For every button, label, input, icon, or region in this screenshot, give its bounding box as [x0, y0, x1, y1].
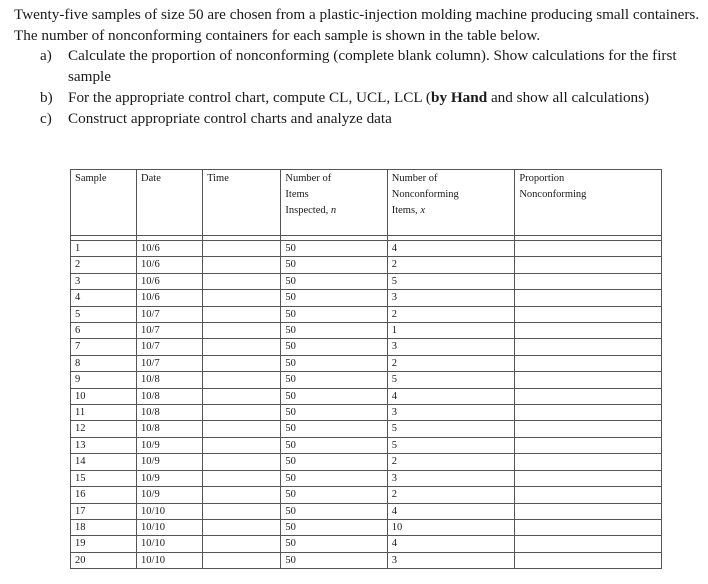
cell-sample: 17 [71, 503, 137, 519]
cell-inspected: 50 [281, 355, 387, 371]
table-row [71, 519, 662, 535]
cell-time [203, 519, 281, 535]
cell-nonconforming: 4 [387, 388, 515, 404]
cell-proportion [515, 405, 662, 421]
cell-sample: 15 [71, 470, 137, 486]
cell-time [203, 257, 281, 273]
cell-date: 10/8 [137, 405, 203, 421]
question-text-part: For the appropriate control chart, compute CL, UCL, LCL ( [68, 89, 431, 106]
cell-sample: 10 [71, 388, 137, 404]
cell-proportion [515, 454, 662, 470]
table-row [71, 372, 662, 388]
table-row [71, 306, 662, 322]
table-row [71, 552, 662, 568]
cell-time [203, 372, 281, 388]
cell-inspected: 50 [281, 306, 387, 322]
cell-date: 10/9 [137, 437, 203, 453]
cell-inspected: 50 [281, 437, 387, 453]
cell-time [203, 552, 281, 568]
table-row [71, 273, 662, 289]
cell-time [203, 470, 281, 486]
cell-proportion [515, 273, 662, 289]
cell-date: 10/10 [137, 519, 203, 535]
cell-nonconforming: 10 [387, 519, 515, 535]
cell-proportion [515, 437, 662, 453]
cell-proportion [515, 552, 662, 568]
cell-nonconforming: 5 [387, 273, 515, 289]
table-row [71, 503, 662, 519]
cell-nonconforming: 2 [387, 257, 515, 273]
table-row [71, 355, 662, 371]
cell-inspected: 50 [281, 454, 387, 470]
table-row [71, 257, 662, 273]
question-label: a) [40, 47, 52, 64]
header-date: Date [137, 170, 203, 236]
cell-inspected: 50 [281, 536, 387, 552]
cell-time [203, 503, 281, 519]
cell-proportion [515, 339, 662, 355]
cell-inspected: 50 [281, 470, 387, 486]
cell-time [203, 405, 281, 421]
table-row [71, 388, 662, 404]
cell-nonconforming: 3 [387, 405, 515, 421]
cell-date: 10/7 [137, 323, 203, 339]
cell-time [203, 306, 281, 322]
cell-inspected: 50 [281, 241, 387, 257]
cell-date: 10/6 [137, 290, 203, 306]
cell-sample: 12 [71, 421, 137, 437]
cell-time [203, 388, 281, 404]
table-row [71, 405, 662, 421]
cell-date: 10/8 [137, 421, 203, 437]
cell-nonconforming: 3 [387, 290, 515, 306]
cell-time [203, 273, 281, 289]
question-text: Construct appropriate control charts and analyze data [68, 110, 392, 127]
cell-time [203, 487, 281, 503]
cell-date: 10/9 [137, 454, 203, 470]
cell-time [203, 421, 281, 437]
cell-sample: 11 [71, 405, 137, 421]
cell-nonconforming: 1 [387, 323, 515, 339]
cell-nonconforming: 2 [387, 454, 515, 470]
cell-nonconforming: 5 [387, 437, 515, 453]
cell-inspected: 50 [281, 519, 387, 535]
cell-inspected: 50 [281, 339, 387, 355]
cell-sample: 2 [71, 257, 137, 273]
cell-time [203, 323, 281, 339]
cell-sample: 3 [71, 273, 137, 289]
cell-time [203, 355, 281, 371]
cell-nonconforming: 4 [387, 241, 515, 257]
cell-nonconforming: 2 [387, 306, 515, 322]
question-text-bold: by Hand [431, 89, 488, 106]
table-row [71, 470, 662, 486]
cell-inspected: 50 [281, 421, 387, 437]
cell-inspected: 50 [281, 257, 387, 273]
cell-proportion [515, 487, 662, 503]
cell-sample: 4 [71, 290, 137, 306]
cell-nonconforming: 3 [387, 470, 515, 486]
cell-nonconforming: 2 [387, 487, 515, 503]
cell-time [203, 339, 281, 355]
table-row [71, 487, 662, 503]
cell-proportion [515, 241, 662, 257]
cell-nonconforming: 3 [387, 552, 515, 568]
table-row [71, 339, 662, 355]
cell-inspected: 50 [281, 405, 387, 421]
question-label: b) [40, 89, 53, 106]
cell-proportion [515, 536, 662, 552]
table-row [71, 241, 662, 257]
header-time: Time [203, 170, 281, 236]
cell-sample: 8 [71, 355, 137, 371]
table-row [71, 421, 662, 437]
cell-proportion [515, 290, 662, 306]
cell-date: 10/7 [137, 306, 203, 322]
cell-inspected: 50 [281, 503, 387, 519]
cell-inspected: 50 [281, 273, 387, 289]
cell-sample: 5 [71, 306, 137, 322]
question-b [40, 87, 705, 108]
cell-proportion [515, 519, 662, 535]
cell-date: 10/9 [137, 487, 203, 503]
header-nonconforming: Number of Nonconforming Items, x [387, 170, 515, 236]
header-proportion: Proportion Nonconforming [515, 170, 662, 236]
variable-symbol: x [420, 205, 425, 216]
cell-inspected: 50 [281, 290, 387, 306]
cell-date: 10/6 [137, 257, 203, 273]
cell-sample: 1 [71, 241, 137, 257]
problem-intro: Twenty-five samples of size 50 are chosen from a plastic-injection molding machine producing small containers. The number of nonconforming containers for each sample is shown in the table below. [14, 6, 700, 44]
cell-proportion [515, 355, 662, 371]
cell-proportion [515, 306, 662, 322]
table-row [71, 437, 662, 453]
cell-date: 10/8 [137, 388, 203, 404]
cell-date: 10/8 [137, 372, 203, 388]
cell-inspected: 50 [281, 372, 387, 388]
cell-proportion [515, 257, 662, 273]
cell-sample: 6 [71, 323, 137, 339]
cell-proportion [515, 503, 662, 519]
cell-sample: 7 [71, 339, 137, 355]
cell-nonconforming: 4 [387, 503, 515, 519]
cell-time [203, 437, 281, 453]
cell-sample: 18 [71, 519, 137, 535]
cell-proportion [515, 470, 662, 486]
cell-date: 10/9 [137, 470, 203, 486]
cell-sample: 16 [71, 487, 137, 503]
question-list [40, 45, 705, 129]
cell-nonconforming: 4 [387, 536, 515, 552]
cell-inspected: 50 [281, 487, 387, 503]
cell-time [203, 454, 281, 470]
header-inspected: Number of Items Inspected, n [281, 170, 387, 236]
cell-nonconforming: 5 [387, 372, 515, 388]
data-table [70, 169, 662, 569]
cell-date: 10/10 [137, 503, 203, 519]
question-c [40, 108, 705, 129]
cell-date: 10/10 [137, 552, 203, 568]
cell-nonconforming: 5 [387, 421, 515, 437]
header-sample: Sample [71, 170, 137, 236]
question-a [40, 45, 705, 87]
cell-time [203, 241, 281, 257]
cell-proportion [515, 421, 662, 437]
question-label: c) [40, 110, 52, 127]
cell-date: 10/6 [137, 241, 203, 257]
cell-nonconforming: 2 [387, 355, 515, 371]
cell-time [203, 290, 281, 306]
cell-proportion [515, 388, 662, 404]
cell-sample: 13 [71, 437, 137, 453]
cell-date: 10/10 [137, 536, 203, 552]
variable-symbol: n [330, 205, 337, 216]
cell-inspected: 50 [281, 388, 387, 404]
table-row [71, 454, 662, 470]
cell-proportion [515, 372, 662, 388]
cell-sample: 14 [71, 454, 137, 470]
table-header-row [71, 170, 662, 236]
cell-nonconforming: 3 [387, 339, 515, 355]
question-text-part: and show all calculations) [487, 89, 650, 106]
question-text: Calculate the proportion of nonconforming (complete blank column). Show calculations for the first sample [68, 47, 677, 85]
table-row [71, 290, 662, 306]
cell-sample: 20 [71, 552, 137, 568]
cell-proportion [515, 323, 662, 339]
cell-inspected: 50 [281, 552, 387, 568]
cell-inspected: 50 [281, 323, 387, 339]
cell-date: 10/6 [137, 273, 203, 289]
table-row [71, 323, 662, 339]
cell-date: 10/7 [137, 339, 203, 355]
table-row [71, 536, 662, 552]
cell-time [203, 536, 281, 552]
cell-sample: 19 [71, 536, 137, 552]
cell-sample: 9 [71, 372, 137, 388]
cell-date: 10/7 [137, 355, 203, 371]
